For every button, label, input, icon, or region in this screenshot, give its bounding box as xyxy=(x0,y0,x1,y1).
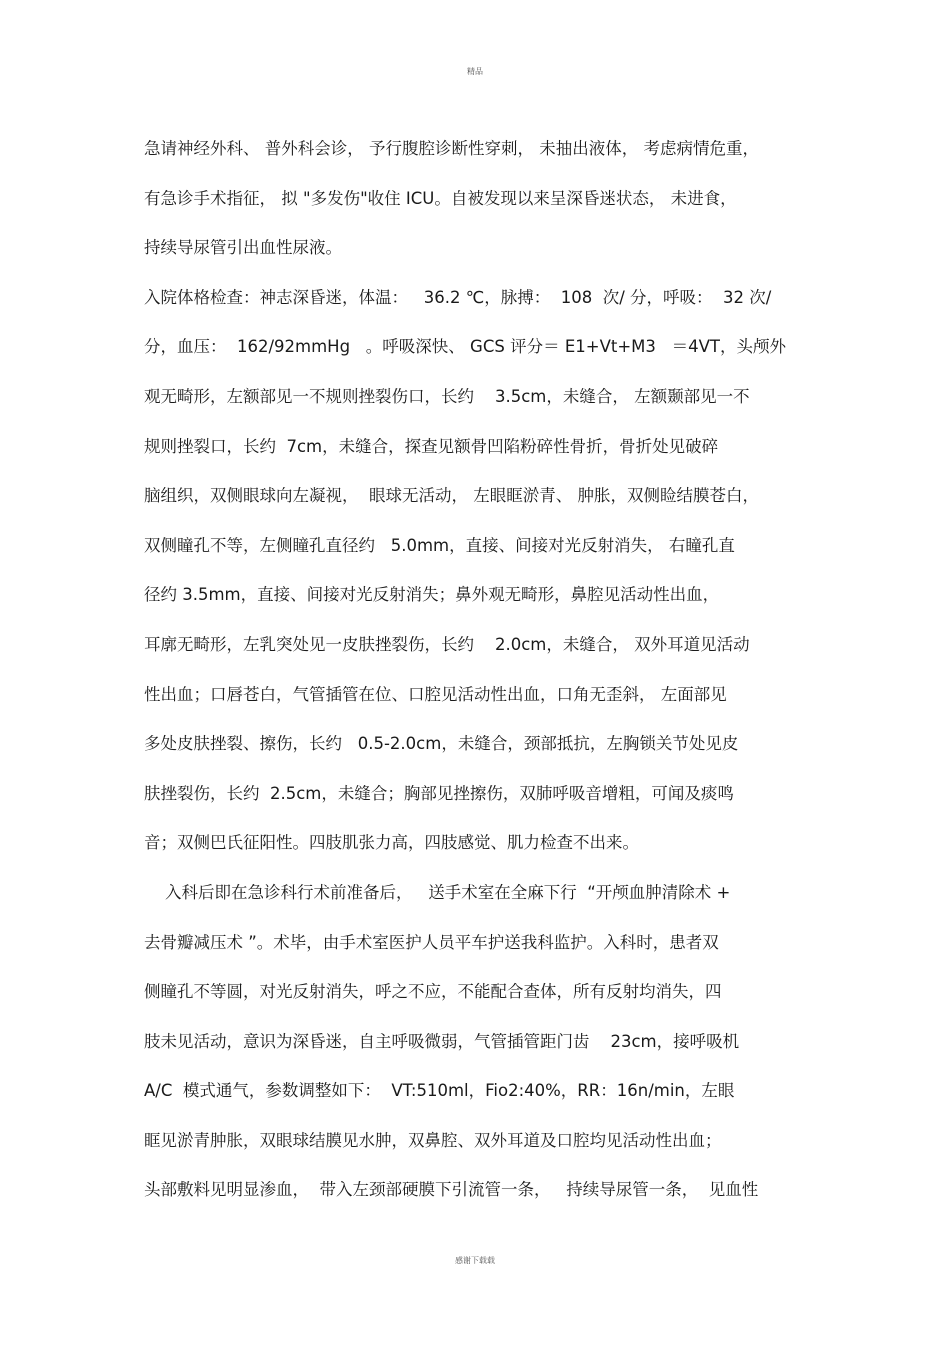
text-line: 眶见淤青肿胀，双眼球结膜见水肿，双鼻腔、双外耳道及口腔均见活动性出血； xyxy=(144,1130,722,1150)
text-line: 音；双侧巴氏征阳性。四肢肌张力高，四肢感觉、肌力检查不出来。 xyxy=(144,833,639,853)
text-line: 去骨瓣减压术 ”。术毕，由手术室医护人员平车护送我科监护。入科时，患者双 xyxy=(144,932,719,952)
text-line: 多处皮肤挫裂、擦伤，长约 0.5-2.0cm，未缝合，颈部抵抗，左胸锁关节处见皮 xyxy=(144,734,739,754)
text-line: 耳廓无畸形，左乳突处见一皮肤挫裂伤，长约 2.0cm，未缝合， 双外耳道见活动 xyxy=(144,634,750,654)
page-header: 精品 xyxy=(467,67,483,76)
text-line: 分，血压： 162/92mmHg 。呼吸深快、 GCS 评分＝ E1+Vt+M3 ＝4VT，头颅外 xyxy=(144,337,786,357)
document-body xyxy=(144,124,814,1215)
text-line: 侧瞳孔不等圆，对光反射消失，呼之不应，不能配合查体，所有反射均消失，四 xyxy=(144,982,722,1002)
text-line: 径约 3.5mm，直接、间接对光反射消失；鼻外观无畸形，鼻腔见活动性出血， xyxy=(144,585,720,605)
text-line: 入院体格检查：神志深昏迷，体温： 36.2 ℃，脉搏： 108 次/ 分，呼吸： 32 次/ xyxy=(144,287,772,307)
text-line: 有急诊手术指征， 拟 "多发伤"收住 ICU。自被发现以来呈深昏迷状态， 未进食， xyxy=(144,188,737,208)
text-line: 脑组织，双侧眼球向左凝视， 眼球无活动， 左眼眶淤青、 肿胀，双侧睑结膜苍白， xyxy=(144,486,759,506)
text-line: 双侧瞳孔不等，左侧瞳孔直径约 5.0mm，直接、间接对光反射消失， 右瞳孔直 xyxy=(144,535,735,555)
text-line: 入科后即在急诊科行术前准备后， 送手术室在全麻下行 “开颅血肿清除术 + xyxy=(144,882,731,902)
text-line: 头部敷料见明显渗血， 带入左颈部硬膜下引流管一条， 持续导尿管一条， 见血性 xyxy=(144,1180,759,1200)
text-line: 肤挫裂伤，长约 2.5cm，未缝合；胸部见挫擦伤，双肺呼吸音增粗，可闻及痰鸣 xyxy=(144,783,734,803)
text-line: 持续导尿管引出血性尿液。 xyxy=(144,238,342,258)
text-line: A/C 模式通气，参数调整如下： VT:510ml，Fio2:40%，RR：16n/min，左眼 xyxy=(144,1081,735,1101)
text-line: 肢未见活动，意识为深昏迷，自主呼吸微弱，气管插管距门齿 23cm，接呼吸机 xyxy=(144,1031,740,1051)
text-line: 性出血；口唇苍白，气管插管在位、口腔见活动性出血，口角无歪斜， 左面部见 xyxy=(144,684,727,704)
text-line: 急请神经外科、 普外科会诊， 予行腹腔诊断性穿刺， 未抽出液体， 考虑病情危重， xyxy=(144,139,759,158)
page-footer: 感谢下载载 xyxy=(455,1256,495,1265)
text-line: 观无畸形，左额部见一不规则挫裂伤口，长约 3.5cm，未缝合， 左额颞部见一不 xyxy=(144,386,750,406)
text-line: 规则挫裂口，长约 7cm，未缝合，探查见额骨凹陷粉碎性骨折，骨折处见破碎 xyxy=(144,436,719,456)
